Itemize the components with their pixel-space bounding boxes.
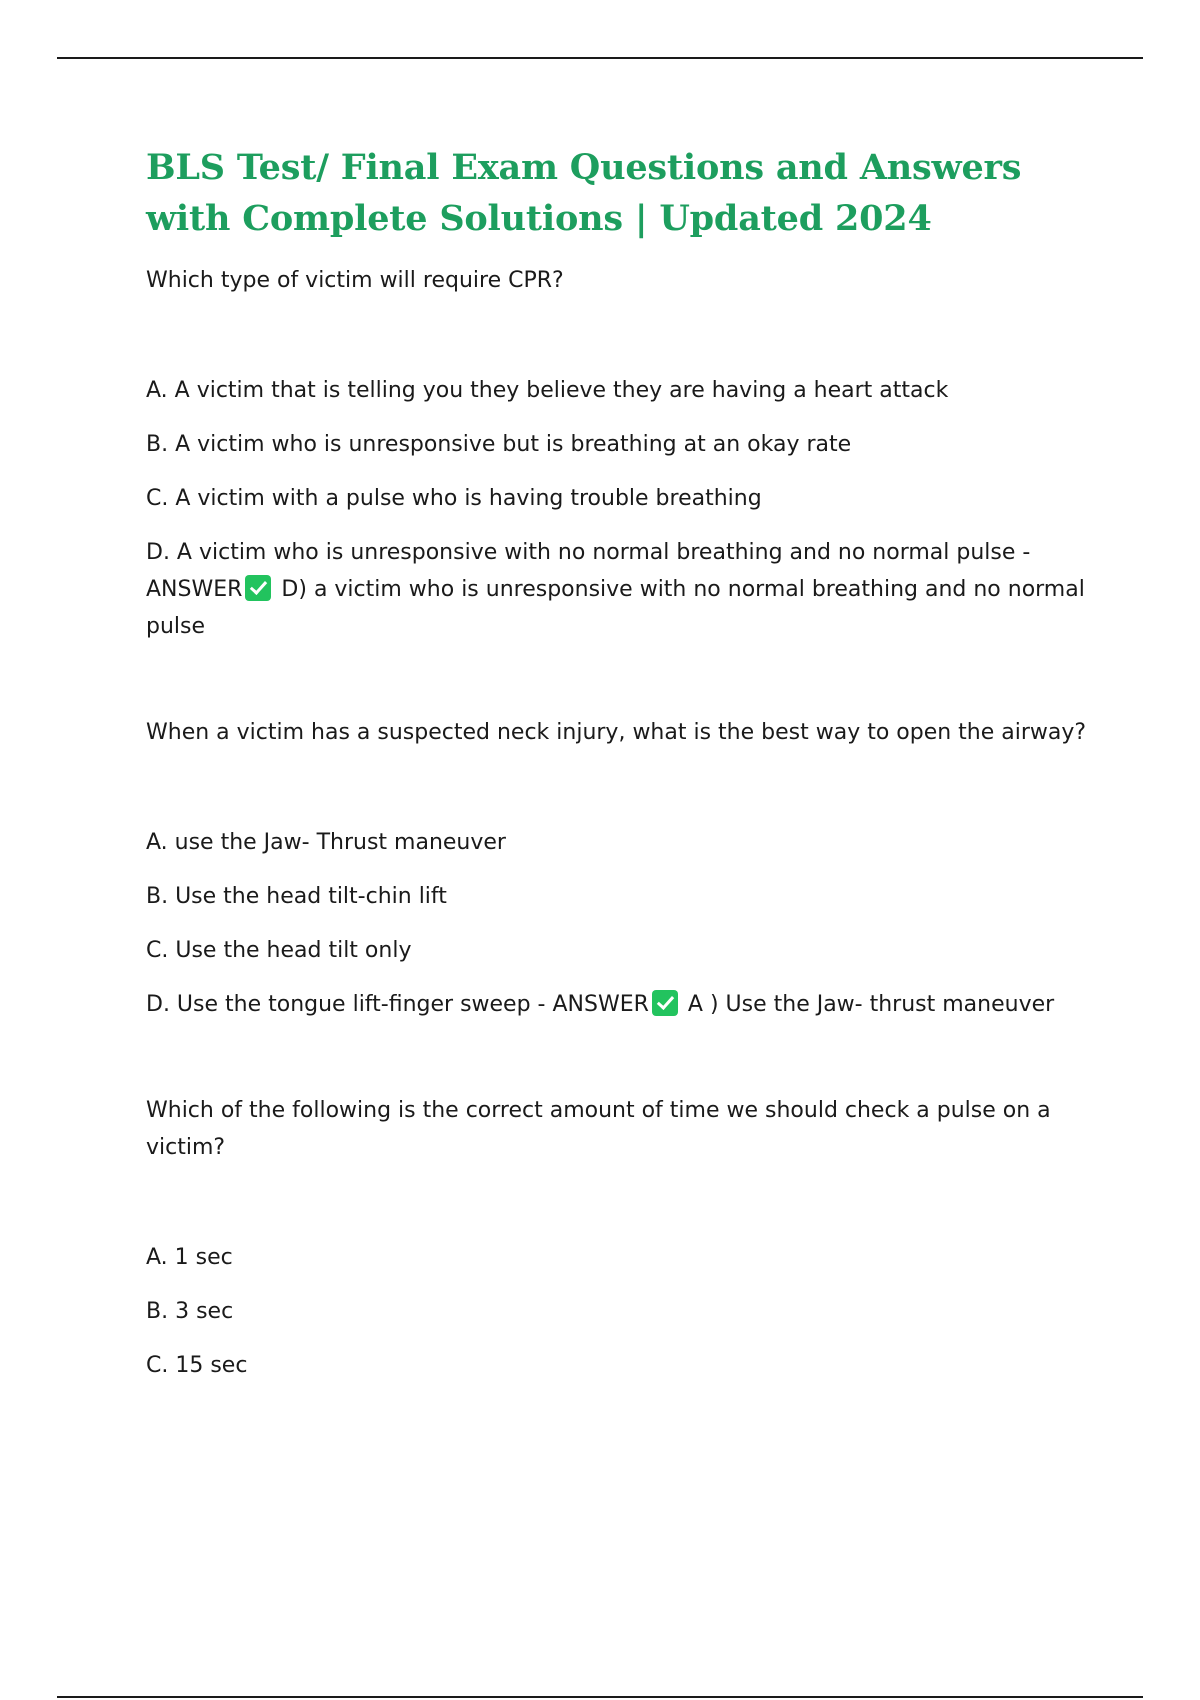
option-b: B. Use the head tilt-chin lift: [146, 884, 447, 909]
answer-text: D) a victim who is unresponsive with no normal breathing and no normal pulse: [146, 577, 1085, 639]
document-title: BLS Test/ Final Exam Questions and Answers with Complete Solutions | Updated 2024: [146, 147, 1022, 239]
option-a: A. A victim that is telling you they believe they are having a heart attack: [146, 378, 949, 403]
option-c: C. Use the head tilt only: [146, 938, 412, 963]
option-d-with-answer: [146, 986, 1106, 1023]
option-a: A. 1 sec: [146, 1245, 233, 1270]
option-b: B. 3 sec: [146, 1299, 234, 1324]
option-d: D. A victim who is unresponsive with no normal breathing and no normal pulse - ANSWER: [146, 540, 1031, 602]
document-body: [146, 142, 1106, 1401]
option-c: C. 15 sec: [146, 1353, 248, 1378]
question-block-3: [146, 1092, 1106, 1384]
option-c: C. A victim with a pulse who is having trouble breathing: [146, 486, 762, 511]
question-block-2: [146, 714, 1106, 1023]
check-mark-icon: [652, 990, 678, 1016]
header-rule: [57, 57, 1143, 59]
option-d-with-answer: [146, 534, 1106, 645]
option-a: A. use the Jaw- Thrust maneuver: [146, 830, 506, 855]
answer-text: A ) Use the Jaw- thrust maneuver: [687, 992, 1055, 1017]
question-text: Which of the following is the correct amount of time we should check a pulse on a victim?: [146, 1098, 1051, 1160]
question-text: Which type of victim will require CPR?: [146, 268, 564, 293]
check-mark-icon: [245, 575, 271, 601]
option-d: D. Use the tongue lift-finger sweep - ANSWER: [146, 992, 649, 1017]
footer-rule: [57, 1696, 1143, 1698]
question-text: When a victim has a suspected neck injury, what is the best way to open the airway?: [146, 720, 1087, 745]
question-block-1: [146, 262, 1106, 645]
option-b: B. A victim who is unresponsive but is breathing at an okay rate: [146, 432, 852, 457]
